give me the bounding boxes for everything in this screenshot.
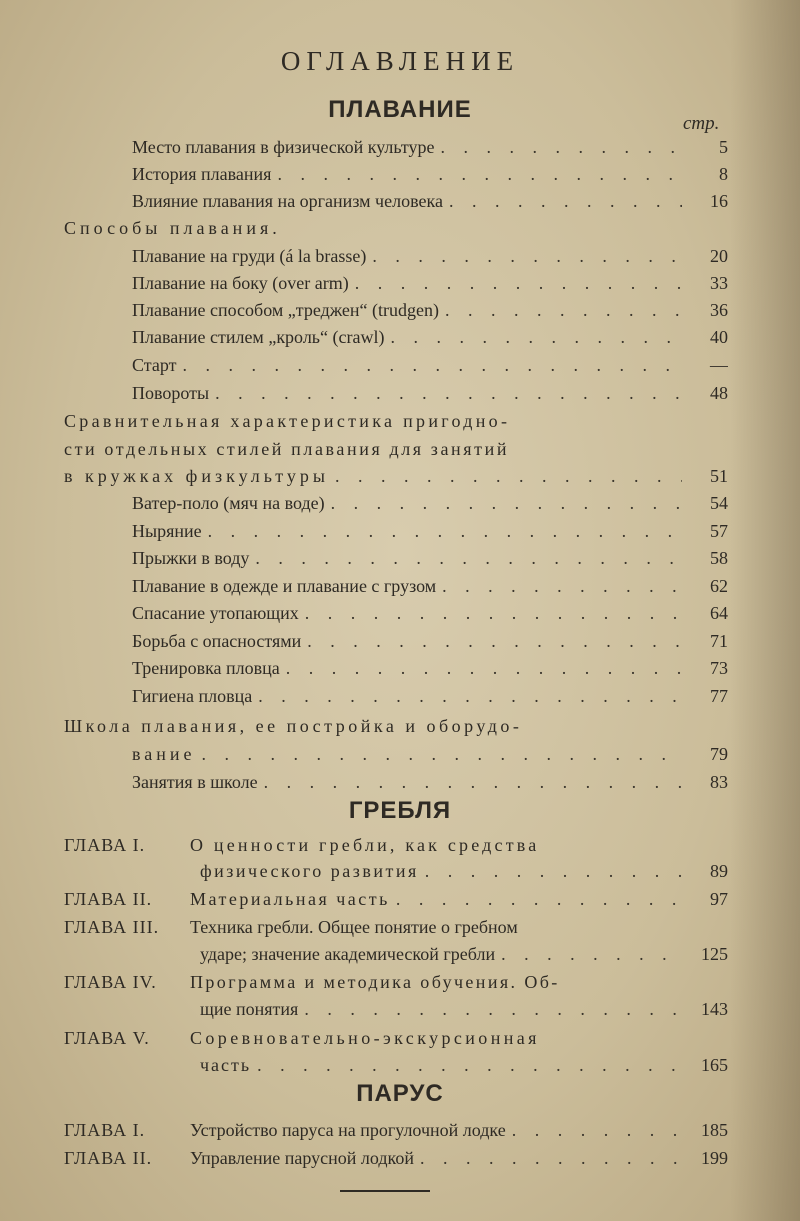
toc-entry-page: 165 [701,1055,728,1075]
toc-entry-page: 79 [710,744,728,764]
toc-entry[interactable] [132,380,728,406]
toc-entry[interactable] [200,941,728,967]
toc-entry[interactable] [132,161,728,187]
toc-entry[interactable] [132,518,728,544]
section-heading-sail: ПАРУС [356,1080,444,1107]
chapter-title-line: Программа и методика обучения. Об- [190,972,560,992]
leader-dots [425,858,682,884]
chapter-number: ГЛАВА V. [64,1028,150,1048]
toc-entry-label: Плавание в одежде и плавание с грузом [132,576,437,596]
page-title: ОГЛАВЛЕНИЕ [280,46,520,76]
toc-entry-page: 71 [710,631,728,651]
toc-entry-page: 58 [710,548,728,568]
page-column-label: стр. [683,113,720,134]
toc-entry[interactable] [132,188,728,214]
chapter-title-line: Техника гребли. Общее понятие о гребном [190,917,518,937]
toc-entry-label: физического развития [200,861,419,881]
toc-entry-label: в кружках физкультуры [64,466,330,486]
leader-dots [449,188,682,214]
leader-dots [255,545,682,571]
toc-entry[interactable] [64,463,728,489]
leader-dots [257,1052,682,1078]
toc-entry[interactable] [132,545,728,571]
toc-entry-page: 16 [710,191,728,211]
toc-entry-label: Тренировка пловца [132,658,280,678]
toc-entry-page: 125 [701,944,728,964]
toc-entry-page: 62 [710,576,728,596]
toc-group-heading: Способы плавания. [64,218,281,238]
toc-entry[interactable] [200,996,728,1022]
leader-dots [355,270,682,296]
leader-dots [215,380,682,406]
toc-entry-page: 64 [710,603,728,623]
leader-dots [182,352,682,378]
toc-entry[interactable] [132,573,728,599]
toc-entry-label: вание [132,744,196,764]
toc-entry[interactable] [190,1145,728,1171]
toc-entry-page: 20 [710,246,728,266]
toc-entry[interactable] [132,600,728,626]
toc-entry-page: 48 [710,383,728,403]
chapter-number: ГЛАВА I. [64,835,146,855]
toc-entry-page: 40 [710,327,728,347]
leader-dots [277,161,682,187]
toc-entry-label: Управление парусной лодкой [190,1148,414,1168]
toc-entry-page: 77 [710,686,728,706]
toc-entry[interactable] [132,490,728,516]
toc-entry-label: щие понятия [200,999,299,1019]
toc-entry[interactable] [132,270,728,296]
section-heading-rowing: ГРЕБЛЯ [348,797,452,824]
leader-dots [202,741,682,767]
toc-entry-page: 54 [710,493,728,513]
toc-entry-label: Повороты [132,383,210,403]
toc-entry[interactable] [200,858,728,884]
leader-dots [501,941,682,967]
toc-entry[interactable] [132,352,728,378]
leader-dots [286,655,682,681]
leader-dots [304,996,682,1022]
toc-entry[interactable] [190,1117,728,1143]
toc-entry-label-line: сти отдельных стилей плавания для занятий [64,439,510,459]
toc-entry[interactable] [190,886,728,912]
toc-entry-page: 83 [710,772,728,792]
toc-entry-page: 89 [710,861,728,881]
toc-entry[interactable] [132,324,728,350]
section-heading-swimming: ПЛАВАНИЕ [328,96,472,123]
toc-entry-label: Плавание способом „треджен“ (trudgen) [132,300,440,320]
toc-entry[interactable] [132,243,728,269]
toc-entry-label: Ныряние [132,521,202,541]
toc-entry-label: Место плавания в физической культуре [132,137,435,157]
toc-entry-label: История плавания [132,164,272,184]
toc-entry-page: 36 [710,300,728,320]
leader-dots [372,243,682,269]
toc-entry-label: ударе; значение академической гребли [200,944,496,964]
toc-entry-label-line: Школа плавания, ее постройка и оборудо- [64,716,523,736]
toc-entry-page: 5 [719,137,728,157]
chapter-title-line: О ценности гребли, как средства [190,835,540,855]
toc-entry[interactable] [132,741,728,767]
toc-entry-page: 97 [710,889,728,909]
toc-entry[interactable] [200,1052,728,1078]
toc-entry[interactable] [132,297,728,323]
chapter-number: ГЛАВА IV. [64,972,157,992]
toc-entry[interactable] [132,769,728,795]
toc-entry[interactable] [132,655,728,681]
toc-entry-label: Влияние плавания на организм человека [132,191,443,211]
toc-entry-label: Плавание на груди (á la brasse) [132,246,367,266]
toc-entry-label: Спасание утопающих [132,603,299,623]
toc-entry-label: Устройство паруса на прогулочной лодке [190,1120,506,1140]
leader-dots [420,1145,682,1171]
toc-entry-page: 185 [701,1120,728,1140]
leader-dots [258,683,682,709]
toc-entry[interactable] [132,134,728,160]
leader-dots [445,297,682,323]
toc-entry-page: 33 [710,273,728,293]
leader-dots [264,769,682,795]
toc-entry-page: 143 [701,999,728,1019]
toc-entry-page: 57 [710,521,728,541]
toc-entry-label: Занятия в школе [132,772,258,792]
toc-entry-label: Борьба с опасностями [132,631,302,651]
toc-entry-page: 73 [710,658,728,678]
toc-entry-label: часть [200,1055,252,1075]
toc-entry[interactable] [132,628,728,654]
leader-dots [305,600,682,626]
leader-dots [307,628,682,654]
toc-entry-label: Плавание на боку (over arm) [132,273,349,293]
toc-entry-page: 51 [710,466,728,486]
leader-dots [442,573,682,599]
toc-entry-label: Прыжки в воду [132,548,250,568]
leader-dots [335,463,682,489]
toc-entry-label: Плавание стилем „кроль“ (crawl) [132,327,385,347]
chapter-number: ГЛАВА II. [64,889,153,909]
leader-dots [441,134,682,160]
toc-entry-label: Ватер-поло (мяч на воде) [132,493,325,513]
toc-entry-label: Гигиена пловца [132,686,253,706]
leader-dots [512,1117,682,1143]
chapter-number: ГЛАВА II. [64,1148,153,1168]
toc-entry-page: 199 [701,1148,728,1168]
chapter-title-line: Соревновательно-экскурсионная [190,1028,540,1048]
toc-entry-label: Старт [132,355,177,375]
page-edge-shadow [730,0,800,1221]
toc-entry-page: — [710,355,728,375]
toc-entry[interactable] [132,683,728,709]
leader-dots [396,886,682,912]
toc-entry-label-line: Сравнительная характеристика пригодно- [64,411,511,431]
toc-entry-label: Материальная часть [190,889,390,909]
leader-dots [208,518,682,544]
chapter-number: ГЛАВА I. [64,1120,146,1140]
leader-dots [331,490,682,516]
leader-dots [390,324,682,350]
end-rule-divider [340,1190,430,1192]
toc-entry-page: 8 [719,164,728,184]
chapter-number: ГЛАВА III. [64,917,160,937]
